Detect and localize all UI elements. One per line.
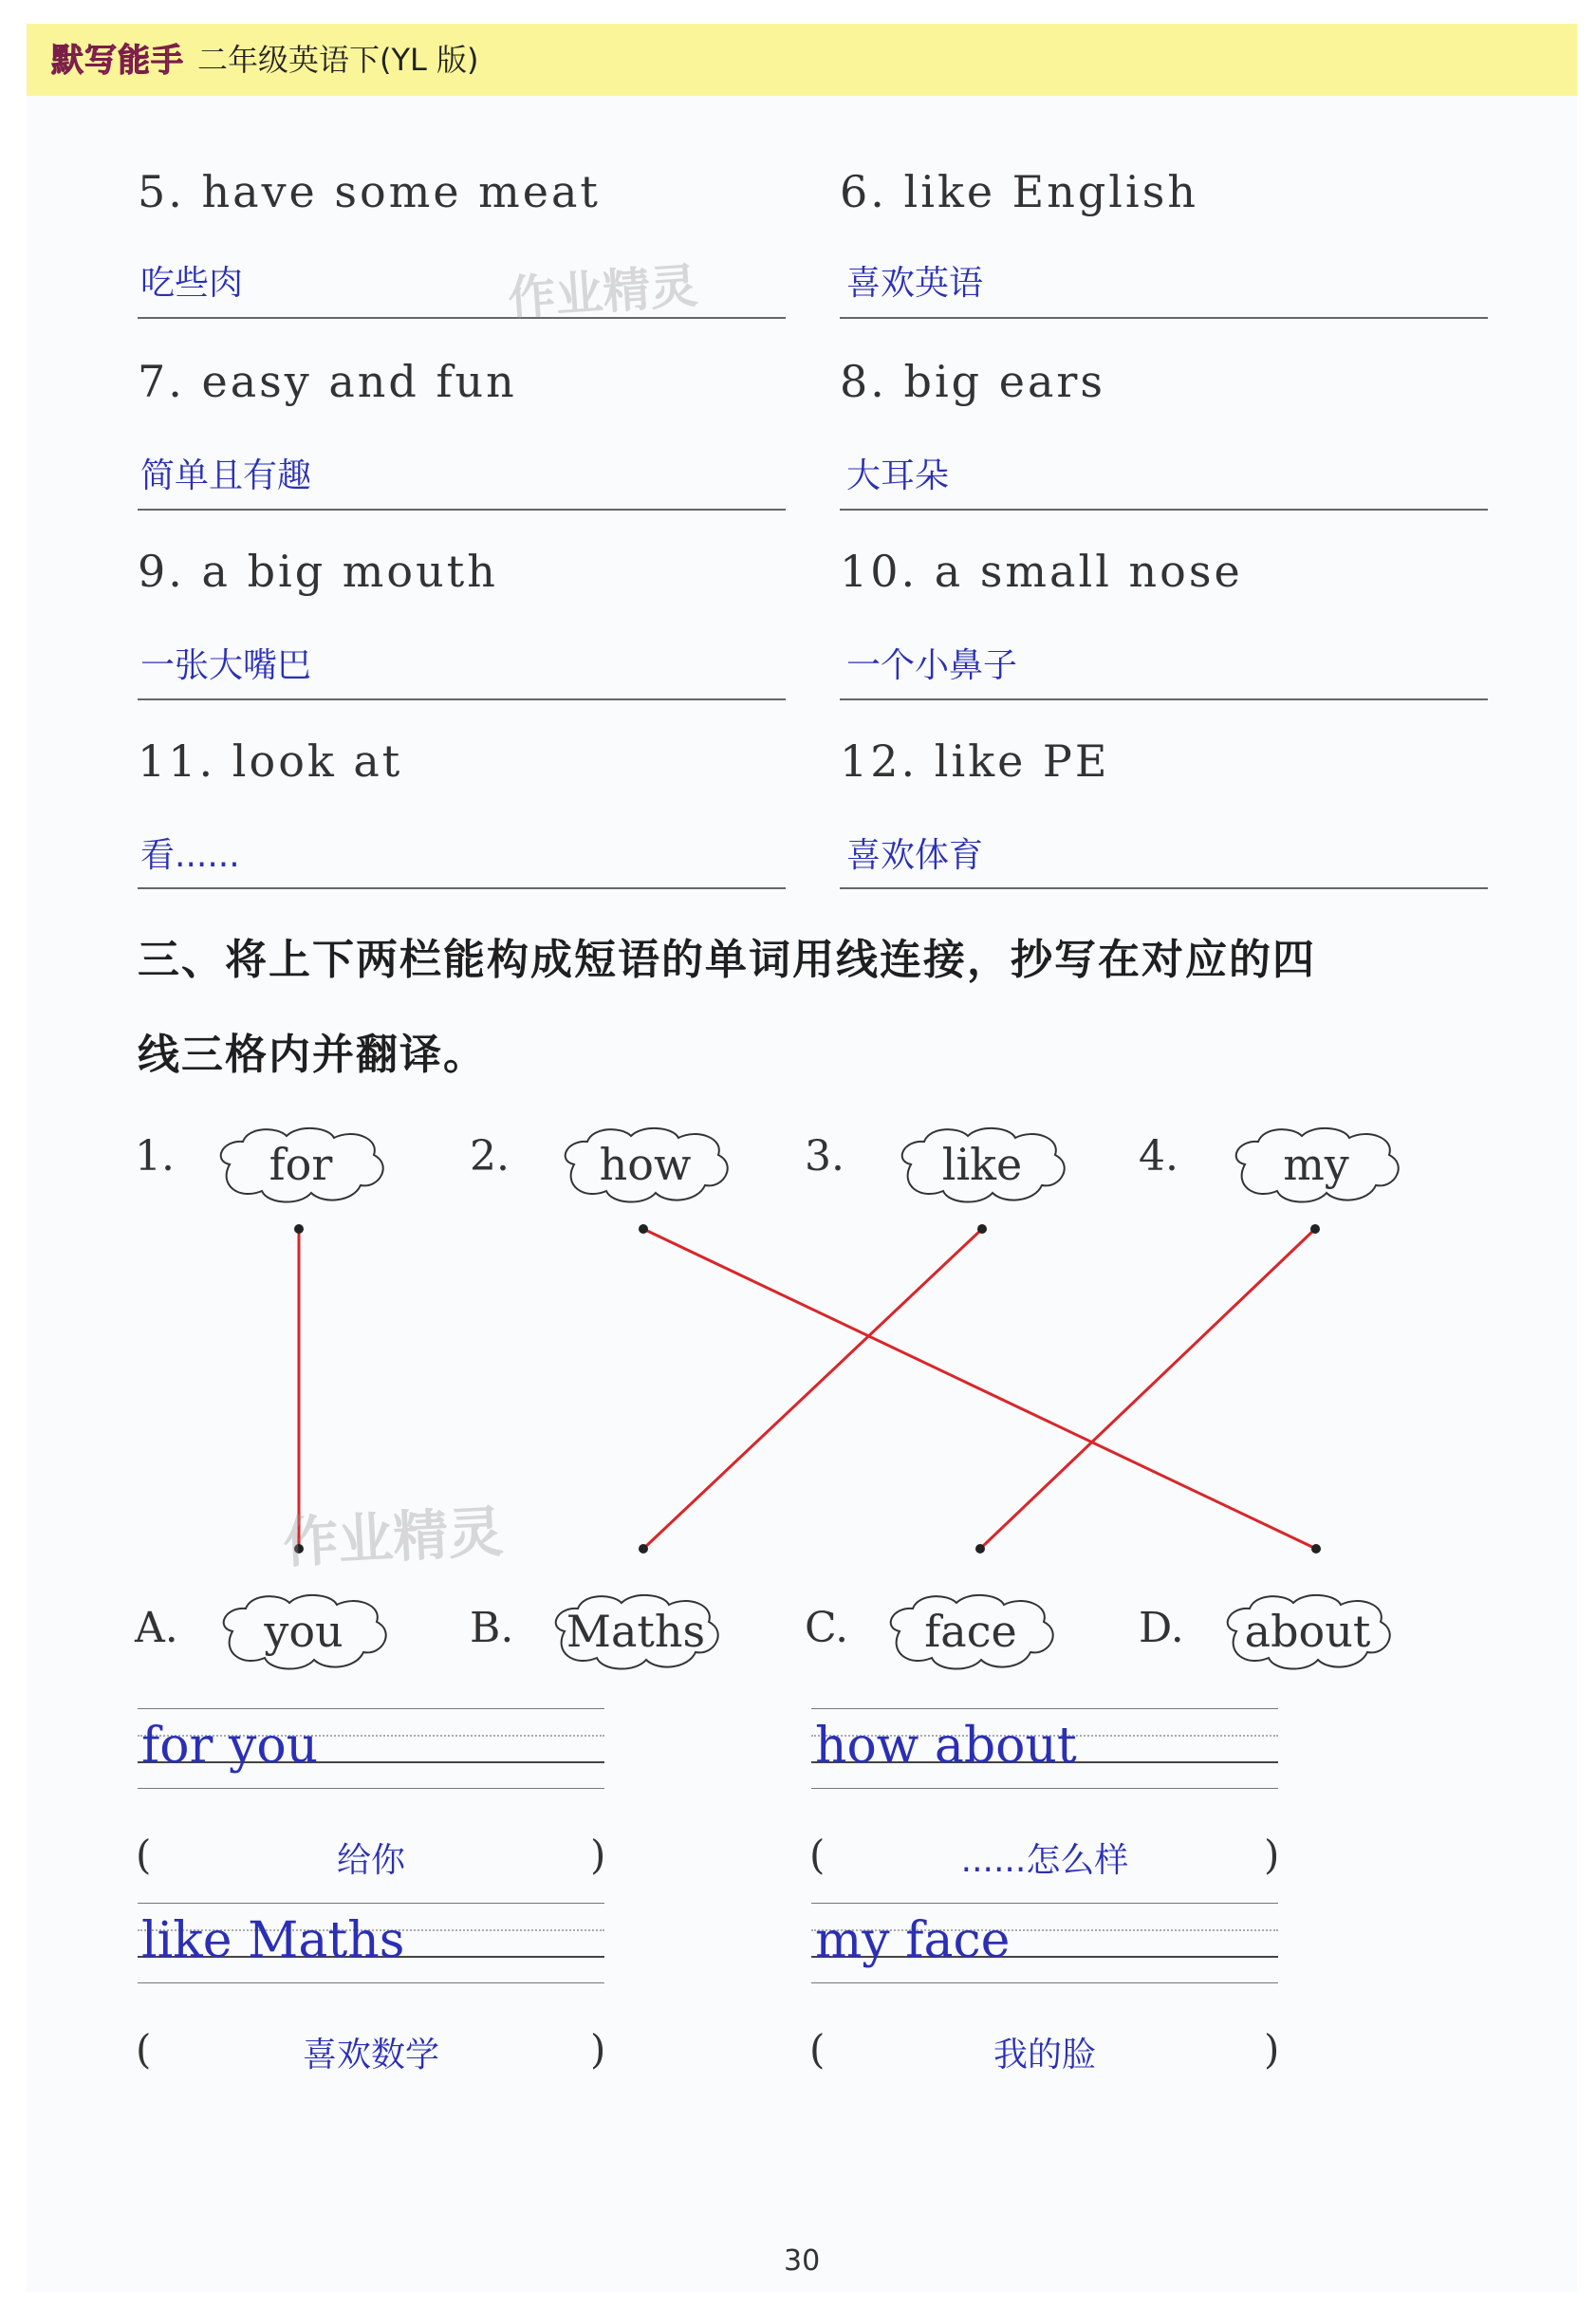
cloud-word: my xyxy=(1283,1139,1349,1190)
cloud-word: like xyxy=(941,1139,1023,1190)
phrase-answer: 吃些肉 xyxy=(140,264,244,303)
answer-phrase: like Maths xyxy=(141,1912,405,1969)
top-word-number: 1. xyxy=(135,1132,175,1181)
top-dot xyxy=(1310,1224,1320,1234)
phrase-answer: 喜欢英语 xyxy=(846,264,984,303)
cloud-word: you xyxy=(264,1606,343,1657)
paren-close: ) xyxy=(1264,1832,1280,1878)
top-word-number: 3. xyxy=(805,1132,844,1181)
answer-translation: 我的脸 xyxy=(993,2036,1096,2074)
cloud-word: Maths xyxy=(566,1606,706,1657)
top-dot xyxy=(977,1224,987,1234)
bottom-word-cloud xyxy=(1217,1590,1398,1673)
four-line-box-2 xyxy=(811,1708,1278,1790)
four-line-box-4 xyxy=(811,1903,1278,1984)
paren-open: ( xyxy=(136,1832,152,1878)
match-line-4-C xyxy=(980,1229,1315,1549)
phrase-answer: 喜欢体育 xyxy=(846,836,984,875)
phrase-answer: 简单且有趣 xyxy=(140,456,312,495)
top-word-number: 4. xyxy=(1139,1132,1178,1181)
bottom-word-letter: A. xyxy=(135,1604,178,1652)
phrase-answer: 一个小鼻子 xyxy=(846,646,1018,685)
paren-close: ) xyxy=(590,2026,606,2073)
phrase-text: 12. like PE xyxy=(840,735,1110,787)
bottom-word-letter: C. xyxy=(805,1604,849,1652)
watermark: 作业精灵 xyxy=(506,258,700,326)
answer-phrase: for you xyxy=(141,1718,319,1775)
bottom-word-cloud xyxy=(213,1590,394,1673)
four-line-box-3 xyxy=(138,1903,604,1984)
bottom-dot xyxy=(975,1544,985,1554)
phrase-text: 11. look at xyxy=(138,735,403,787)
cloud-word: for xyxy=(269,1139,333,1190)
phrase-text: 9. a big mouth xyxy=(138,546,498,597)
phrase-answer: 大耳朵 xyxy=(846,456,950,495)
bottom-word-cloud xyxy=(881,1590,1061,1673)
phrase-text: 10. a small nose xyxy=(840,546,1243,597)
page-number: 30 xyxy=(784,2244,821,2278)
paren-close: ) xyxy=(1264,2026,1280,2073)
paren-open: ( xyxy=(809,2026,826,2073)
top-dot xyxy=(294,1224,304,1234)
cloud-word: how xyxy=(599,1139,692,1190)
bottom-word-cloud xyxy=(546,1590,726,1673)
brand-logo: 默写能手 xyxy=(51,42,184,80)
phrase-answer: 看...... xyxy=(140,836,240,875)
watermark: 作业精灵 xyxy=(281,1498,505,1576)
bottom-word-letter: B. xyxy=(470,1604,514,1652)
answer-phrase: how about xyxy=(815,1718,1077,1775)
bottom-word-letter: D. xyxy=(1139,1604,1184,1652)
phrase-text: 8. big ears xyxy=(840,356,1105,407)
match-line-2-D xyxy=(643,1229,1316,1549)
phrase-text: 7. easy and fun xyxy=(138,356,517,407)
answer-phrase: my face xyxy=(815,1912,1011,1969)
match-line-3-B xyxy=(643,1229,982,1549)
top-dot xyxy=(639,1224,648,1234)
answer-translation: 给你 xyxy=(336,1841,405,1880)
paren-open: ( xyxy=(809,1832,826,1878)
phrase-text: 6. like English xyxy=(840,166,1198,217)
section-heading-line2: 线三格内并翻译。 xyxy=(138,1031,487,1079)
top-word-number: 2. xyxy=(470,1132,510,1181)
bottom-dot xyxy=(639,1544,648,1554)
answer-translation: 喜欢数学 xyxy=(302,2036,439,2074)
section-heading-line1: 三、将上下两栏能构成短语的单词用线连接，抄写在对应的四 xyxy=(138,936,1316,984)
paren-close: ) xyxy=(590,1832,606,1878)
paren-open: ( xyxy=(136,2026,152,2073)
answer-translation: ......怎么样 xyxy=(960,1841,1129,1880)
four-line-box-1 xyxy=(138,1708,604,1790)
phrase-text: 5. have some meat xyxy=(138,166,601,217)
bottom-dot xyxy=(1311,1544,1321,1554)
cloud-word: face xyxy=(924,1606,1017,1657)
cloud-word: about xyxy=(1244,1606,1371,1657)
phrase-answer: 一张大嘴巴 xyxy=(140,646,312,685)
header-title: 二年级英语下(YL 版) xyxy=(197,42,479,78)
